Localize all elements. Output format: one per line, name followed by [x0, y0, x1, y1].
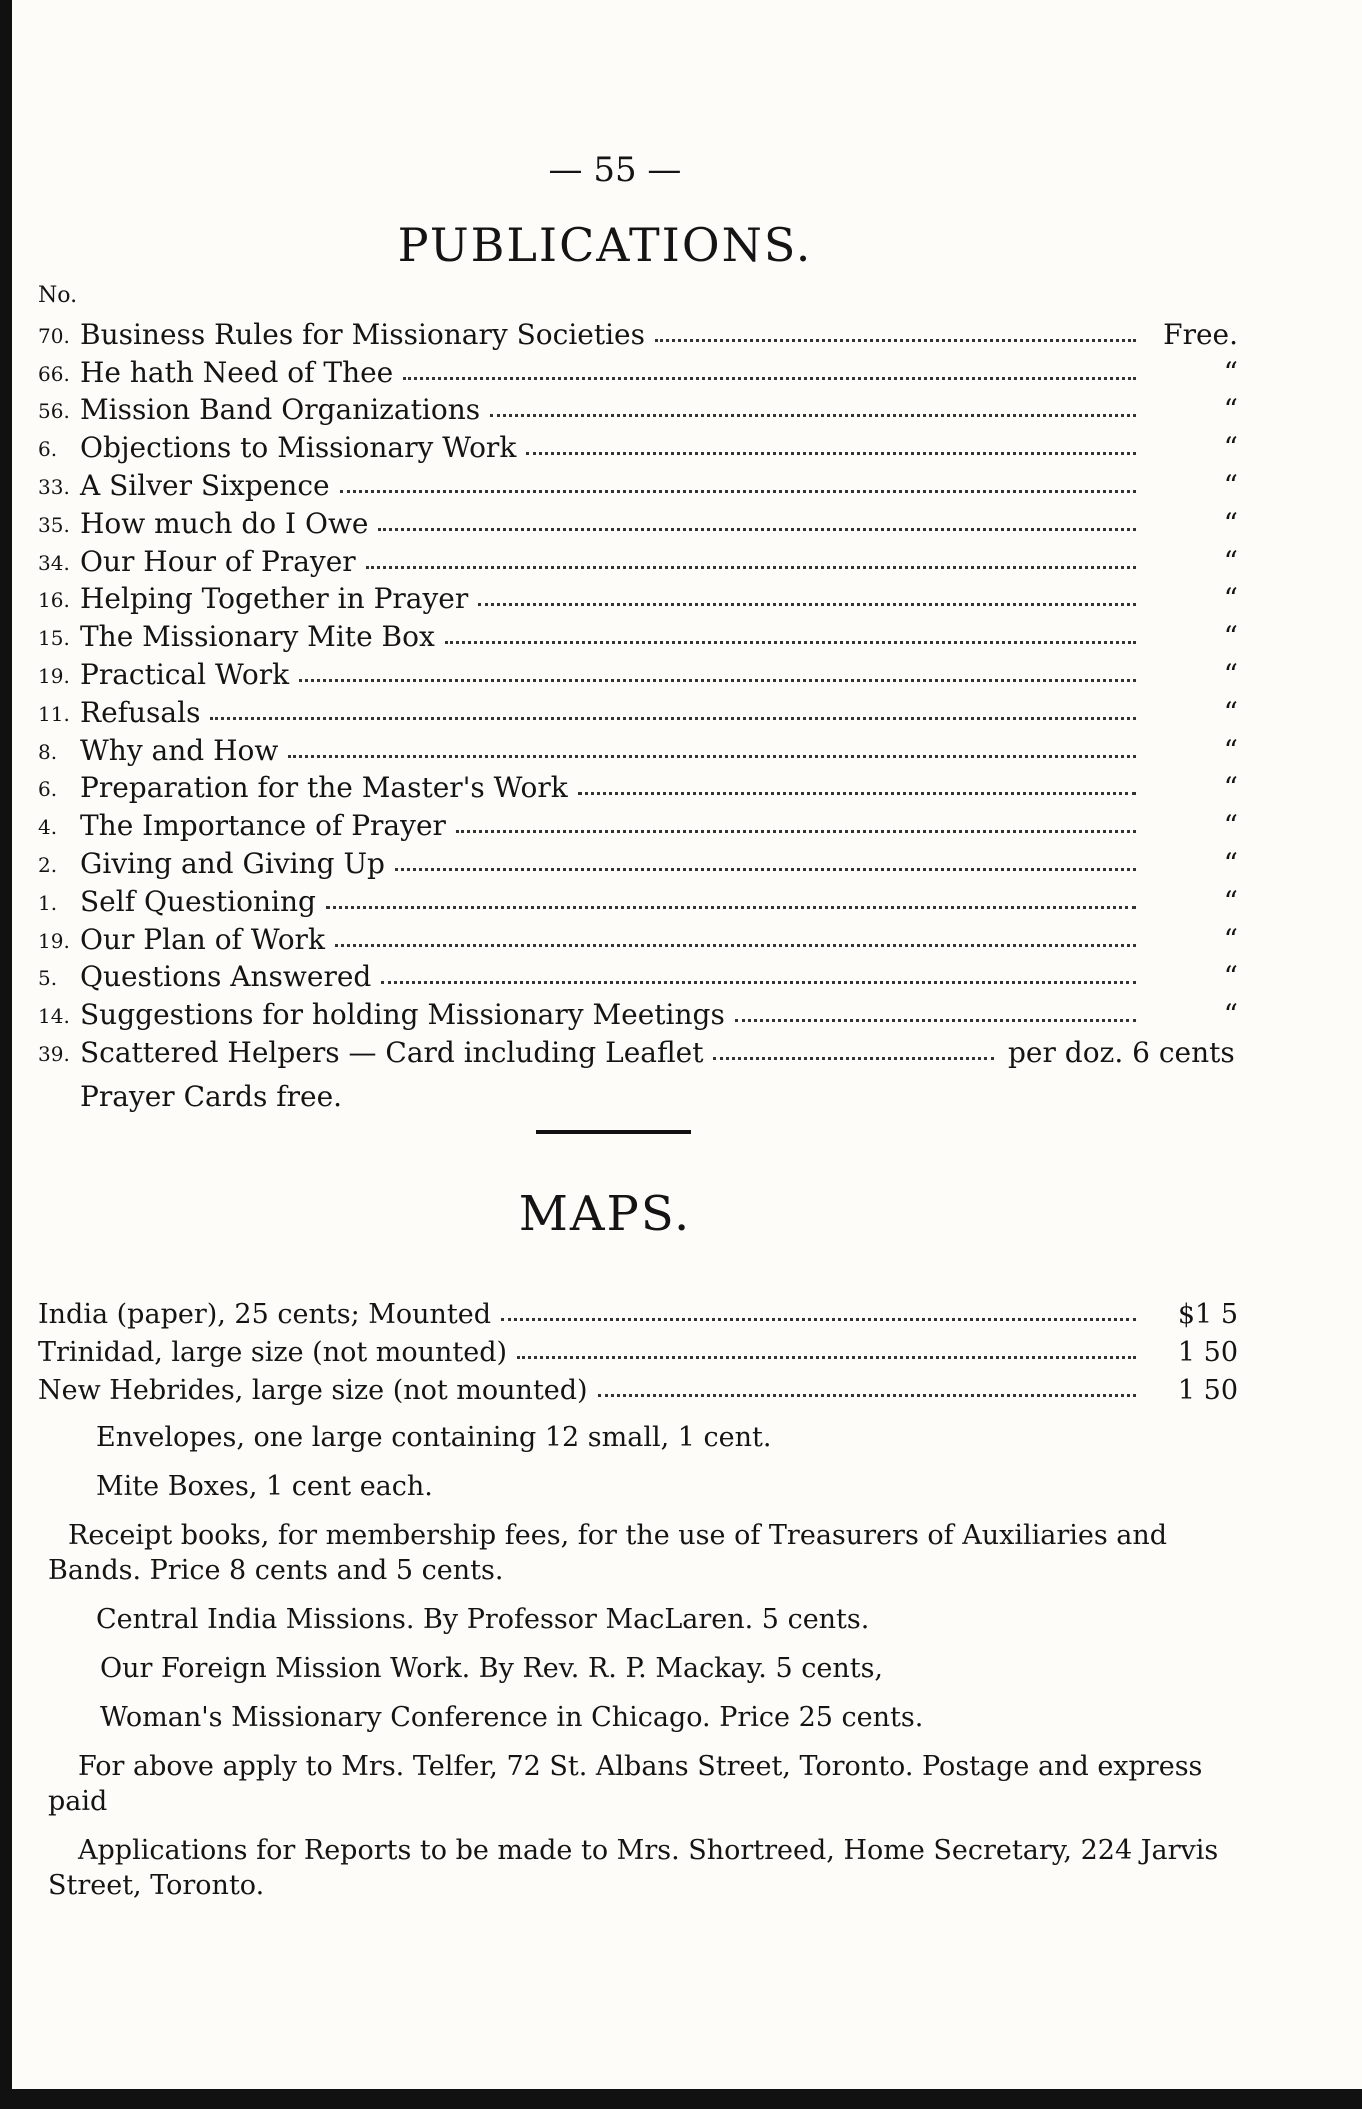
page-number: — 55 — [548, 150, 682, 190]
item-number: 35. [38, 512, 70, 537]
item-price: “ [1223, 998, 1238, 1032]
item-price: “ [1223, 620, 1238, 654]
list-item [38, 615, 1238, 653]
dot-leader [655, 339, 1136, 342]
list-item [38, 540, 1238, 578]
dot-leader [366, 566, 1136, 569]
number-column-label: No. [38, 283, 78, 308]
item-title: Questions Answered [80, 960, 372, 994]
page-spine-shadow [0, 0, 12, 2109]
item-number: 19. [38, 663, 70, 688]
list-item [38, 918, 1238, 956]
item-number: 2. [38, 852, 58, 877]
item-number: 56. [38, 399, 70, 424]
item-price: “ [1223, 431, 1238, 465]
item-title: Our Plan of Work [80, 922, 325, 956]
item-title: Objections to Missionary Work [80, 431, 517, 465]
item-price: “ [1223, 695, 1238, 729]
item-title: Trinidad, large size (not mounted) [38, 1337, 508, 1368]
item-title: Mission Band Organizations [80, 393, 481, 427]
dot-leader [403, 377, 1136, 380]
item-number: 4. [38, 815, 58, 840]
item-price: 1 50 [1177, 1337, 1238, 1368]
list-item [38, 729, 1238, 767]
item-title: Self Questioning [80, 884, 316, 918]
item-title: Helping Together in Prayer [80, 582, 469, 616]
list-item [38, 426, 1238, 464]
item-title: Scattered Helpers — Card including Leaflet [80, 1035, 704, 1069]
item-price: “ [1223, 393, 1238, 427]
list-item [38, 351, 1238, 389]
item-number: 6. [38, 777, 58, 802]
list-item [38, 691, 1238, 729]
dot-leader [517, 1356, 1136, 1359]
item-price: “ [1223, 733, 1238, 767]
dot-leader [210, 717, 1136, 720]
mite-boxes-note: Mite Boxes, 1 cent each. [96, 1471, 433, 1502]
item-title: Preparation for the Master's Work [80, 771, 568, 805]
dot-leader [735, 1019, 1136, 1022]
item-title: A Silver Sixpence [80, 468, 330, 502]
dot-leader [335, 944, 1136, 947]
item-number: 11. [38, 701, 70, 726]
list-item [38, 389, 1238, 427]
list-item [38, 842, 1238, 880]
list-item [38, 1368, 1238, 1406]
list-item [38, 502, 1238, 540]
list-item [38, 993, 1238, 1031]
list-item [38, 804, 1238, 842]
dot-leader [381, 981, 1136, 984]
item-title: Practical Work [80, 657, 290, 691]
item-number: 33. [38, 474, 70, 499]
item-title: Our Hour of Prayer [80, 544, 356, 578]
dot-leader [378, 528, 1136, 531]
apply-above-note: For above apply to Mrs. Telfer, 72 St. Albans Street, Toronto. Postage and express paid [48, 1751, 1203, 1817]
item-price: “ [1223, 506, 1238, 540]
dot-leader [326, 906, 1136, 909]
dot-leader [340, 490, 1136, 493]
item-number: 15. [38, 626, 70, 651]
dot-leader [526, 452, 1136, 455]
item-number: 1. [38, 890, 58, 915]
dot-leader [598, 1394, 1136, 1397]
item-number: 8. [38, 739, 58, 764]
item-price: “ [1223, 355, 1238, 389]
list-item [38, 578, 1238, 616]
item-price: per doz. 6 cents [1008, 1035, 1235, 1069]
item-price: “ [1223, 960, 1238, 994]
dot-leader [445, 641, 1136, 644]
list-item [38, 956, 1238, 994]
notes-section [48, 1420, 1238, 1917]
maps-list [38, 1292, 1238, 1406]
publications-heading: PUBLICATIONS. [397, 218, 813, 272]
list-item [38, 1292, 1238, 1330]
list-item [38, 880, 1238, 918]
item-price: “ [1223, 809, 1238, 843]
dot-leader [490, 414, 1136, 417]
item-title: New Hebrides, large size (not mounted) [38, 1375, 588, 1406]
item-number: 6. [38, 437, 58, 462]
item-price: “ [1223, 884, 1238, 918]
item-price: “ [1223, 846, 1238, 880]
prayer-cards-note: Prayer Cards free. [80, 1080, 343, 1113]
list-item [38, 1031, 1238, 1069]
item-number: 14. [38, 1004, 70, 1029]
receipt-books-note: Receipt books, for membership fees, for the use of Treasurers of Auxiliaries and Bands. Price 8 cents and 5 cents. [48, 1520, 1168, 1586]
item-number: 34. [38, 550, 70, 575]
dot-leader [395, 868, 1136, 871]
item-title: The Missionary Mite Box [80, 620, 435, 654]
section-divider [536, 1130, 691, 1134]
foreign-mission-note: Our Foreign Mission Work. By Rev. R. P. Mackay. 5 cents, [100, 1653, 884, 1684]
item-price: “ [1223, 922, 1238, 956]
womans-conference-note: Woman's Missionary Conference in Chicago. Price 25 cents. [100, 1702, 924, 1733]
list-item [38, 653, 1238, 691]
item-number: 66. [38, 361, 70, 386]
item-price: Free. [1163, 317, 1238, 351]
item-title: Refusals [80, 695, 201, 729]
dot-leader [713, 1057, 994, 1060]
item-title: Why and How [80, 733, 279, 767]
dot-leader [299, 679, 1136, 682]
item-price: $1 5 [1177, 1299, 1238, 1330]
envelopes-note: Envelopes, one large containing 12 small, 1 cent. [96, 1422, 772, 1453]
item-price: 1 50 [1177, 1375, 1238, 1406]
item-title: Suggestions for holding Missionary Meetings [80, 998, 725, 1032]
item-title: How much do I Owe [80, 506, 369, 540]
dot-leader [478, 603, 1136, 606]
dot-leader [501, 1318, 1136, 1321]
item-number: 5. [38, 966, 58, 991]
item-price: “ [1223, 468, 1238, 502]
item-number: 16. [38, 588, 70, 613]
item-title: India (paper), 25 cents; Mounted [38, 1299, 492, 1330]
dot-leader [288, 755, 1136, 758]
item-number: 19. [38, 928, 70, 953]
item-title: The Importance of Prayer [80, 809, 446, 843]
dot-leader [456, 830, 1136, 833]
item-price: “ [1223, 771, 1238, 805]
dot-leader [578, 792, 1136, 795]
item-title: He hath Need of Thee [80, 355, 394, 389]
central-india-note: Central India Missions. By Professor MacLaren. 5 cents. [96, 1604, 870, 1635]
publications-list [38, 313, 1238, 1069]
maps-heading: MAPS. [518, 1186, 692, 1242]
scan-bottom-edge [0, 2089, 1362, 2109]
list-item [38, 464, 1238, 502]
list-item [38, 313, 1238, 351]
item-price: “ [1223, 544, 1238, 578]
item-price: “ [1223, 657, 1238, 691]
list-item [38, 1330, 1238, 1368]
item-title: Giving and Giving Up [80, 846, 385, 880]
item-title: Business Rules for Missionary Societies [80, 317, 645, 351]
item-number: 70. [38, 323, 70, 348]
item-number: 39. [38, 1041, 70, 1066]
list-item [38, 767, 1238, 805]
item-price: “ [1223, 582, 1238, 616]
applications-reports-note: Applications for Reports to be made to Mrs. Shortreed, Home Secretary, 224 Jarvis Street, Toronto. [48, 1835, 1219, 1901]
